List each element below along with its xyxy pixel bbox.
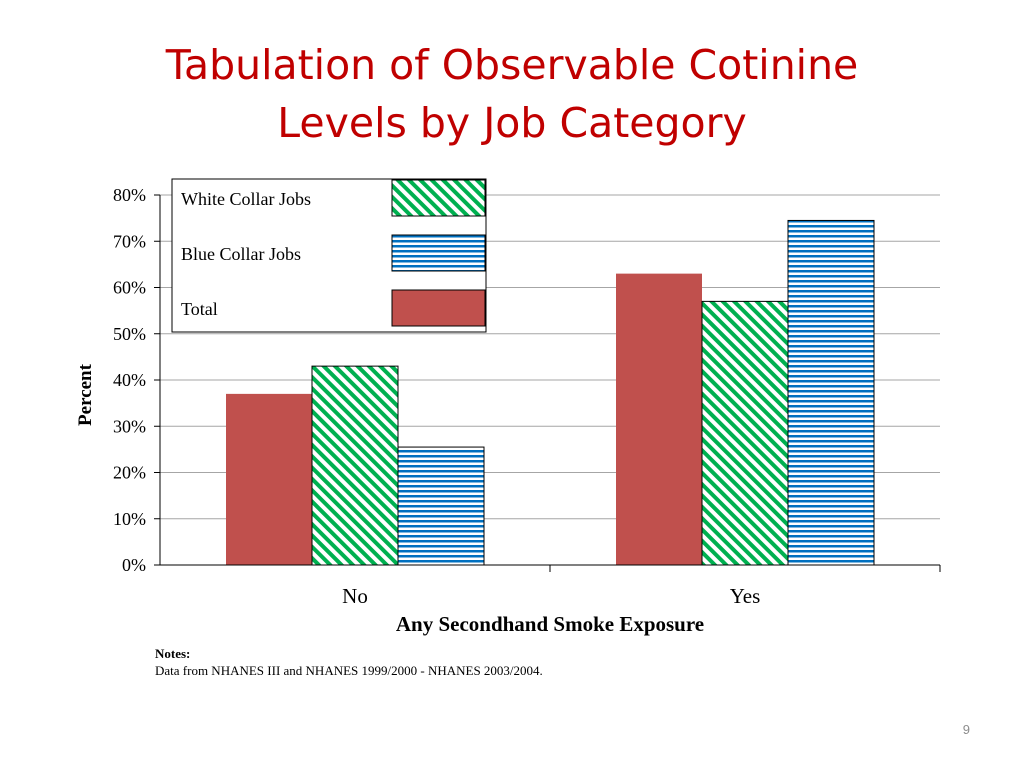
x-axis-title: Any Secondhand Smoke Exposure xyxy=(395,612,705,636)
y-tick-label: 40% xyxy=(113,370,146,390)
legend-label: Blue Collar Jobs xyxy=(181,244,301,264)
slide-title-line-1: Tabulation of Observable Cotinine xyxy=(165,41,859,89)
x-tick-label: Yes xyxy=(729,584,761,608)
bar xyxy=(788,220,874,565)
bar xyxy=(312,366,398,565)
page-number: 9 xyxy=(962,722,970,737)
legend-swatch xyxy=(392,180,485,216)
bar xyxy=(702,301,788,565)
slide-title-line-2: Levels by Job Category xyxy=(277,99,747,147)
legend-label: White Collar Jobs xyxy=(181,189,311,209)
legend-swatch xyxy=(392,290,485,326)
legend-label: Total xyxy=(181,299,218,319)
y-tick-label: 50% xyxy=(113,323,146,344)
notes-text: Data from NHANES III and NHANES 1999/2000 - NHANES 2003/2004. xyxy=(155,663,543,678)
legend xyxy=(172,179,486,332)
notes xyxy=(155,645,543,679)
x-tick-label: No xyxy=(342,584,368,608)
y-tick-label: 0% xyxy=(122,555,146,575)
notes-label: Notes: xyxy=(155,646,191,661)
bar xyxy=(398,447,484,565)
bar xyxy=(226,394,312,565)
y-tick-label: 60% xyxy=(113,277,146,298)
y-tick-label: 10% xyxy=(113,508,146,529)
y-tick-label: 30% xyxy=(113,416,146,437)
y-tick-label: 70% xyxy=(113,231,146,252)
y-tick-label: 20% xyxy=(113,462,146,483)
y-tick-label: 80% xyxy=(113,185,146,205)
bar xyxy=(616,274,702,565)
y-axis-title: Percent xyxy=(75,364,96,426)
legend-swatch xyxy=(392,235,485,271)
